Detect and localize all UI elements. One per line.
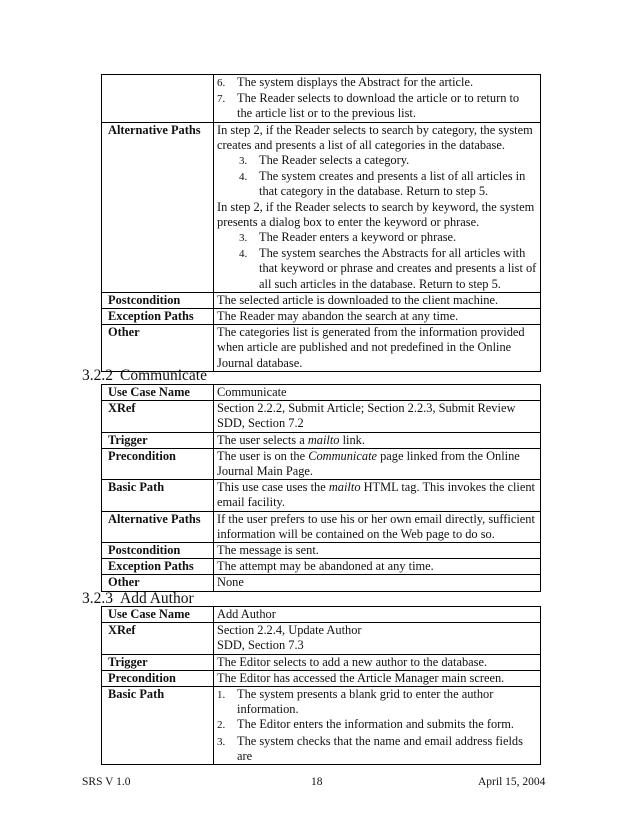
table-row — [102, 654, 541, 670]
row-key-use-case-name: Use Case Name — [102, 385, 214, 401]
paragraph: In step 2, if the Reader selects to search by category, the system creates and presents a list of all categories in the database. — [217, 122, 533, 152]
row-key-use-case-name: Use Case Name — [102, 607, 214, 623]
row-key-other: Other — [102, 325, 214, 372]
table-row — [102, 623, 541, 654]
add-author-table — [101, 606, 541, 765]
row-key-trigger: Trigger — [102, 654, 214, 670]
row-key-postcondition: Postcondition — [102, 292, 214, 308]
list-item: 1. The system presents a blank grid to enter the author information. — [217, 687, 494, 717]
row-key-basic-path: Basic Path — [102, 687, 214, 765]
row-key-other: Other — [102, 575, 214, 591]
row-key-precondition: Precondition — [102, 448, 214, 479]
row-value: If the user prefers to use his or her own email directly, sufficient information will be contained on the Web page to do so. — [214, 511, 541, 542]
table-row — [102, 448, 541, 479]
row-key-trigger: Trigger — [102, 432, 214, 448]
row-value — [214, 687, 541, 765]
search-article-table — [101, 74, 541, 372]
row-value: Section 2.2.2, Submit Article; Section 2.2.3, Submit Review SDD, Section 7.2 — [214, 401, 541, 432]
table-row — [102, 292, 541, 308]
table-row — [102, 122, 541, 292]
table-row — [102, 385, 541, 401]
list-item: 3. The system checks that the name and email address fields are — [217, 733, 523, 763]
table-row — [102, 575, 541, 591]
row-value: Section 2.2.4, Update Author SDD, Section 7.3 — [214, 623, 541, 654]
row-key-postcondition: Postcondition — [102, 543, 214, 559]
mailto-term: mailto — [307, 432, 340, 447]
row-value: The user selects a mailto link. — [214, 432, 541, 448]
table-row — [102, 75, 541, 123]
row-key-xref: XRef — [102, 401, 214, 432]
row-value: The message is sent. — [214, 543, 541, 559]
row-key-xref: XRef — [102, 623, 214, 654]
list-item: 3. The Reader selects a category. — [239, 153, 410, 168]
row-key — [102, 75, 214, 123]
list-item: 7. The Reader selects to download the article or to return to the article list or to the previous list. — [217, 91, 520, 121]
row-key-alternative-paths: Alternative Paths — [102, 122, 214, 292]
list-item: 4. The system searches the Abstracts for all articles with that keyword or phrase and creates and presents a list of all such articles in the database. Return to step 5. — [239, 246, 537, 291]
table-row — [102, 670, 541, 686]
row-key-exception-paths: Exception Paths — [102, 309, 214, 325]
row-value: The attempt may be abandoned at any time. — [214, 559, 541, 575]
table-row — [102, 309, 541, 325]
row-key-alternative-paths: Alternative Paths — [102, 511, 214, 542]
table-row — [102, 432, 541, 448]
row-value: The categories list is generated from the information provided when article are published and not predefined in the Online Journal database. — [214, 325, 541, 372]
footer-date: April 15, 2004 — [478, 776, 546, 788]
row-value: The user is on the Communicate page linked from the Online Journal Main Page. — [214, 448, 541, 479]
table-row — [102, 543, 541, 559]
row-value — [214, 75, 541, 123]
row-value: The selected article is downloaded to the client machine. — [214, 292, 541, 308]
row-value: None — [214, 575, 541, 591]
row-value: Communicate — [214, 385, 541, 401]
list-item: 2. The Editor enters the information and submits the form. — [217, 717, 515, 732]
row-value: Add Author — [214, 607, 541, 623]
footer-version: SRS V 1.0 — [82, 776, 131, 788]
communicate-table — [101, 384, 541, 592]
communicate-term: Communicate — [308, 448, 378, 463]
list-item: 4. The system creates and presents a list of all articles in that category in the database. Return to step 5. — [239, 169, 526, 199]
table-row — [102, 480, 541, 511]
table-row — [102, 511, 541, 542]
row-key-exception-paths: Exception Paths — [102, 559, 214, 575]
table-row — [102, 559, 541, 575]
table-row — [102, 687, 541, 765]
row-value: The Editor has accessed the Article Manager main screen. — [214, 670, 541, 686]
footer-page-number: 18 — [311, 776, 323, 788]
row-key-precondition: Precondition — [102, 670, 214, 686]
section-heading-communicate: 3.2.2 Communicate — [82, 367, 207, 384]
row-value — [214, 122, 541, 292]
row-value: This use case uses the mailto HTML tag. This invokes the client email facility. — [214, 480, 541, 511]
section-heading-add-author: 3.2.3 Add Author — [82, 590, 194, 607]
mailto-term: mailto — [328, 480, 361, 495]
table-row — [102, 401, 541, 432]
row-value: The Editor selects to add a new author to the database. — [214, 654, 541, 670]
row-key-basic-path: Basic Path — [102, 480, 214, 511]
row-value: The Reader may abandon the search at any time. — [214, 309, 541, 325]
list-item: 3. The Reader enters a keyword or phrase. — [239, 230, 457, 245]
paragraph: In step 2, if the Reader selects to search by keyword, the system presents a dialog box to enter the keyword or phrase. — [217, 199, 535, 229]
table-row — [102, 325, 541, 372]
table-row — [102, 607, 541, 623]
list-item: 6. The system displays the Abstract for the article. — [217, 75, 474, 89]
